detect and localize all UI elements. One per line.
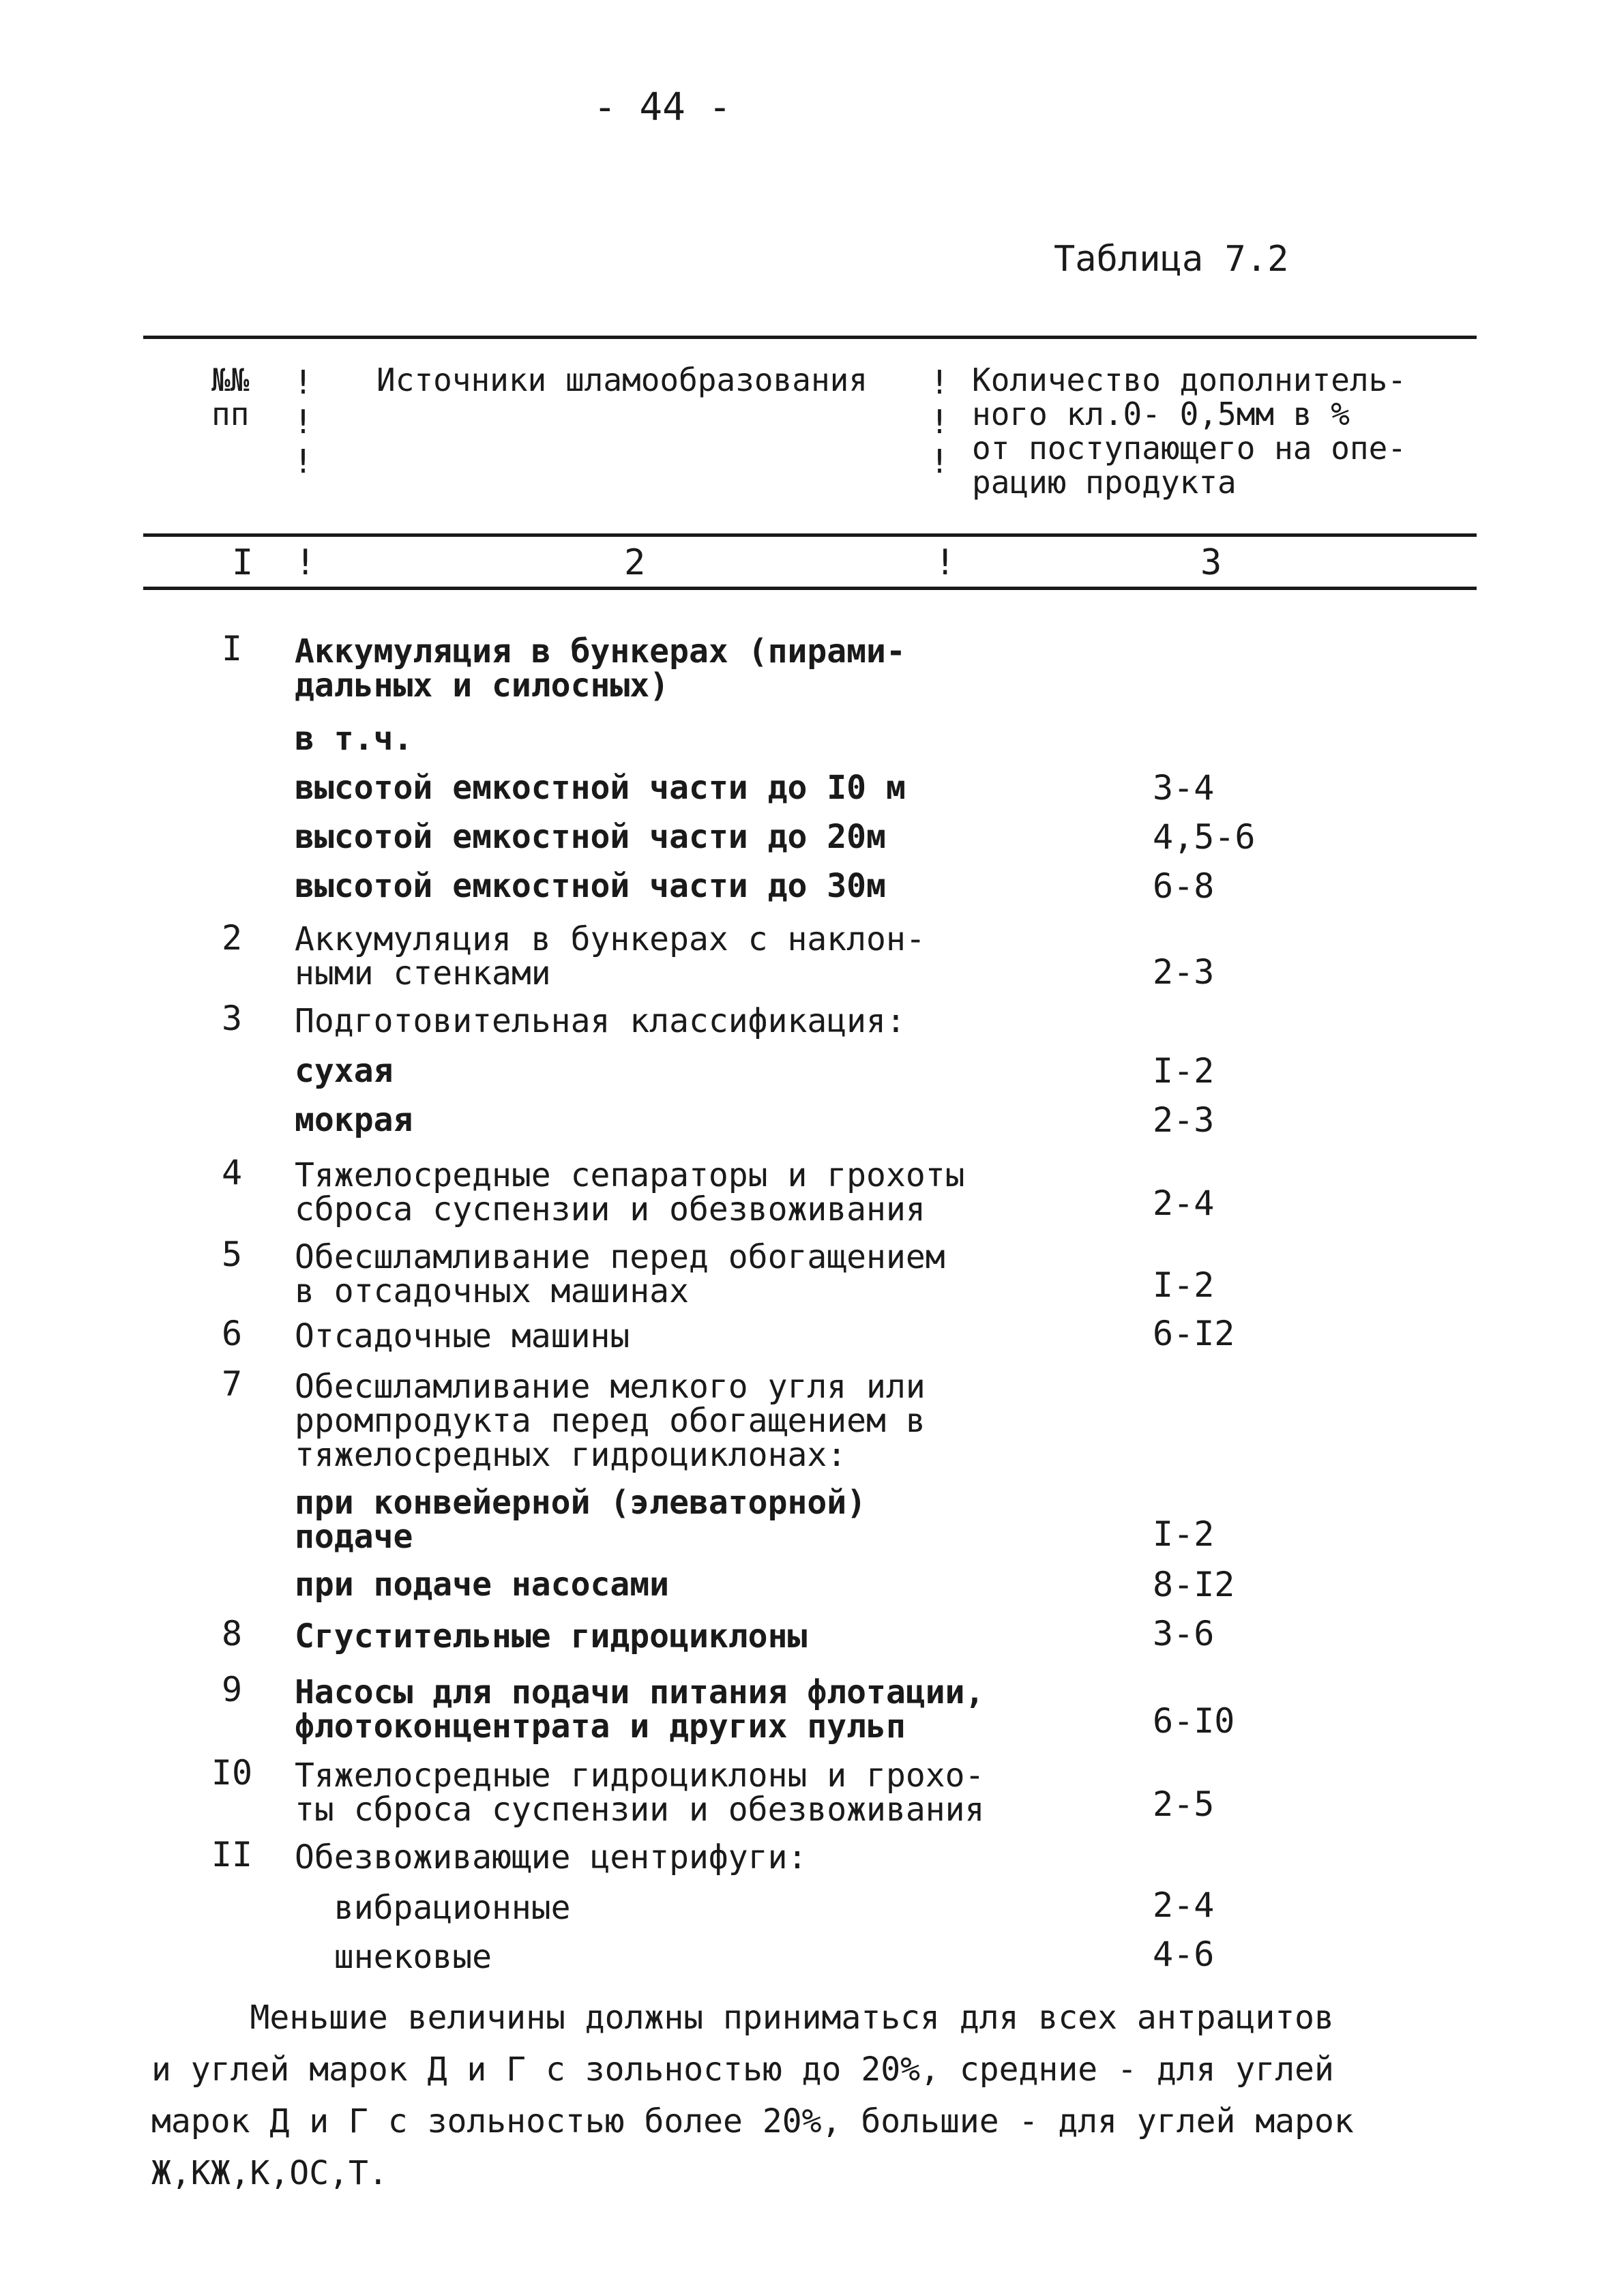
row-value: 2-3 [1153,952,1215,992]
header-col3: Количество дополнитель- ного кл.0- 0,5мм в % от поступающего на опе- рацию продукта [972,362,1406,501]
row-number: 9 [221,1670,243,1709]
row-text: Сгустительные гидроциклоны [295,1617,808,1655]
row-number: 6 [221,1314,243,1353]
row-value: 2-4 [1153,1885,1215,1925]
row-text: Тяжелосредные гидроциклоны и грохо- ты сброса суспензии и обезвоживания [295,1756,985,1829]
column-number-1: I [232,542,254,583]
table-top-rule [143,336,1477,339]
row-value: 6-I2 [1153,1314,1235,1353]
header-col1: №№ пп [211,362,250,432]
header-col2: Источники шламообразования [376,362,868,398]
row-text: в т.ч. [295,720,413,758]
row-number: I0 [211,1753,253,1793]
row-text: Подготовительная классификация: [295,1002,906,1040]
row-text: Тяжелосредные сепараторы и грохоты сброса суспензии и обезвоживания [295,1156,965,1228]
page-number: - 44 - [593,85,732,130]
row-text: мокрая [295,1101,413,1139]
row-value: 4-6 [1153,1934,1215,1974]
header-rule [143,533,1477,537]
row-text: Обесшламливание перед обогащением в отсадочных машинах [295,1238,945,1310]
row-value: 2-3 [1153,1100,1215,1140]
row-value: 6-I0 [1153,1701,1235,1741]
row-text: высотой емкостной части до I0 м [295,769,906,807]
row-number: 7 [221,1364,243,1404]
row-text: высотой емкостной части до 20м [295,818,886,856]
row-number: I [221,629,243,668]
column-number-separator-1: ! [295,542,316,583]
row-number: 3 [221,999,243,1038]
row-value: 3-6 [1153,1614,1215,1653]
row-number: 2 [221,918,243,958]
footnote: Меньшие величины должны приниматься для всех антрацитов и углей марок Д и Г с зольностью до 20%, средние - для углей марок Д и Г с зольностью более 20%, большие - для углей марок Ж,КЖ,К,ОС,Т. [151,1999,1354,2192]
row-text: Насосы для подачи питания флотации, флотоконцентрата и других пульп [295,1673,985,1746]
row-value: 8-I2 [1153,1565,1235,1604]
row-text: Аккумуляция в бункерах (пирами- дальных и силосных) [295,632,906,705]
row-number: 5 [221,1235,243,1274]
table-title: Таблица 7.2 [1054,239,1289,280]
row-text: высотой емкостной части до 30м [295,867,886,905]
row-text: сухая [295,1052,394,1090]
row-number: II [211,1835,253,1874]
column-number-2: 2 [624,542,646,583]
row-text: Обесшламливание мелкого угля или pромпродукта перед обогащением в тяжелосредных гидроциклонах: [295,1368,926,1474]
row-number: 8 [221,1614,243,1653]
row-value: 3-4 [1153,768,1215,808]
row-value: 2-5 [1153,1784,1215,1824]
row-text: Обезвоживающие центрифуги: [295,1838,808,1876]
row-value: I-2 [1153,1051,1215,1091]
row-text: Аккумуляция в бункерах с наклон- ными стенками [295,920,926,992]
header-separator-1: ! ! ! [293,364,313,481]
row-value: I-2 [1153,1514,1215,1554]
column-number-separator-2: ! [934,542,956,583]
row-text: при подаче насосами [295,1565,670,1604]
row-value: 6-8 [1153,866,1215,906]
row-value: 2-4 [1153,1183,1215,1223]
row-value: I-2 [1153,1265,1215,1305]
row-text: при конвейерной (элеваторной) подаче [295,1484,867,1556]
row-text: вибрационные [295,1889,571,1927]
header-separator-2: ! ! ! [930,364,949,481]
row-number: 4 [221,1153,243,1192]
row-text: шнековые [295,1938,492,1976]
row-text: Отсадочные машины [295,1317,630,1355]
column-number-3: 3 [1200,542,1222,583]
row-value: 4,5-6 [1153,817,1256,857]
column-numbers-rule [143,587,1477,590]
